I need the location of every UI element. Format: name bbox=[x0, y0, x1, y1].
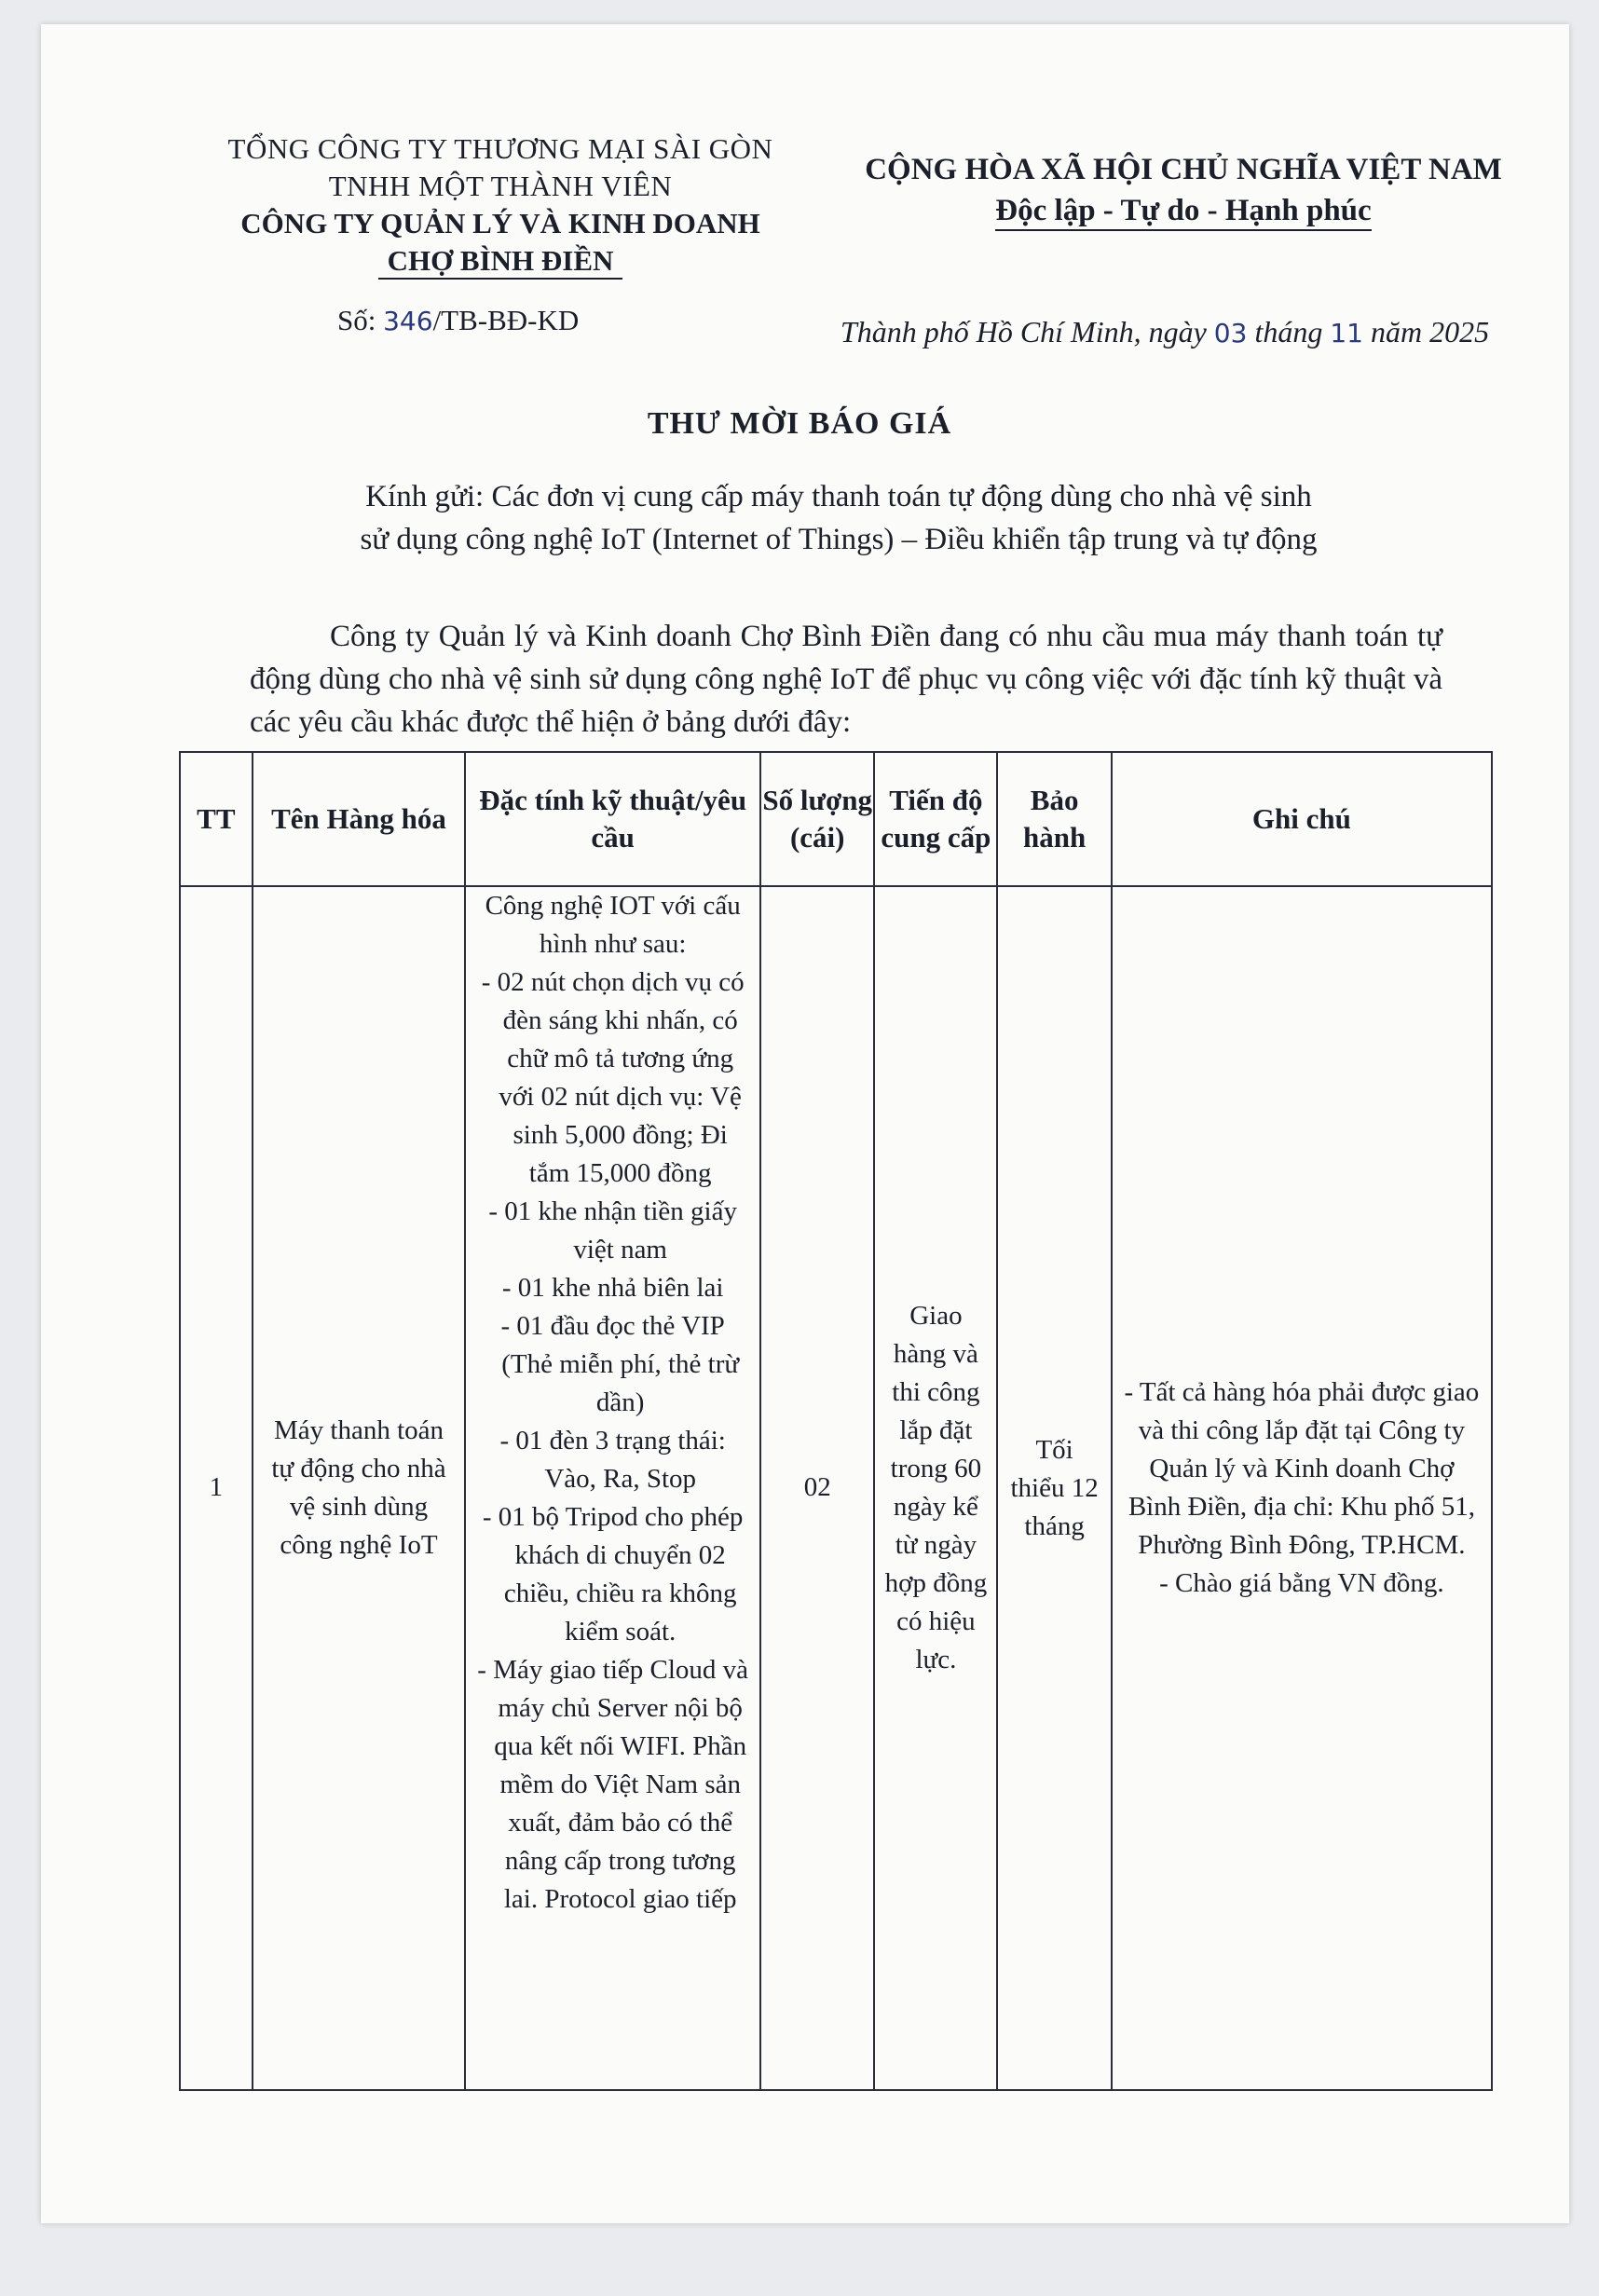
row-name: Máy thanh toán tự động cho nhà vệ sinh dùng công nghệ IoT bbox=[253, 886, 466, 2090]
parent-org-line1: TỔNG CÔNG TY THƯƠNG MẠI SÀI GÒN bbox=[227, 132, 773, 165]
spec-item: - 01 đầu đọc thẻ VIP (Thẻ miễn phí, thẻ trừ dần) bbox=[500, 1311, 740, 1417]
date-year: năm 2025 bbox=[1370, 315, 1490, 348]
national-motto: Độc lập - Tự do - Hạnh phúc bbox=[995, 192, 1371, 231]
greeting-line2: sử dụng công nghệ IoT (Internet of Things) – Điều khiển tập trung và tự động bbox=[360, 523, 1318, 556]
header-name: Tên Hàng hóa bbox=[253, 752, 466, 886]
greeting-line1: Kính gửi: Các đơn vị cung cấp máy thanh toán tự động dùng cho nhà vệ sinh bbox=[365, 480, 1312, 513]
company-name-line2: CHỢ BÌNH ĐIỀN bbox=[378, 244, 623, 280]
row-note bbox=[1112, 886, 1492, 2090]
national-header bbox=[820, 149, 1547, 231]
spec-item: - 01 khe nhả biên lai bbox=[501, 1273, 724, 1303]
document-number-suffix: /TB-BĐ-KD bbox=[432, 304, 580, 336]
date-line bbox=[792, 315, 1538, 349]
header-tt: TT bbox=[180, 752, 253, 886]
header-schedule: Tiến độ cung cấp bbox=[874, 752, 997, 886]
spec-item: - 01 bộ Tripod cho phép khách di chuyển 02 chiều, chiều ra không kiểm soát. bbox=[482, 1502, 744, 1647]
row-tt: 1 bbox=[180, 886, 253, 2090]
date-month: 11 bbox=[1330, 318, 1363, 348]
issuer-block bbox=[198, 130, 803, 280]
parent-org-line2: TNHH MỘT THÀNH VIÊN bbox=[328, 170, 673, 202]
document-number-label: Số: bbox=[337, 304, 376, 336]
nation-name: CỘNG HÒA XÃ HỘI CHỦ NGHĨA VIỆT NAM bbox=[865, 153, 1502, 186]
date-prefix: Thành phố Hồ Chí Minh, ngày bbox=[840, 315, 1207, 348]
spec-item: - 01 đèn 3 trạng thái: Vào, Ra, Stop bbox=[499, 1426, 726, 1494]
row-warranty: Tối thiểu 12 tháng bbox=[997, 886, 1111, 2090]
header-note: Ghi chú bbox=[1112, 752, 1492, 886]
spec-item: - 02 nút chọn dịch vụ có đèn sáng khi nhấn, có chữ mô tả tương ứng với 02 nút dịch vụ: Vệ sinh 5,000 đồng; Đi tắm 15,000 đồng bbox=[481, 967, 745, 1188]
date-month-label: tháng bbox=[1254, 315, 1323, 348]
spec-item: - 01 khe nhận tiền giấy việt nam bbox=[488, 1196, 737, 1264]
greeting bbox=[280, 475, 1398, 561]
intro-paragraph: Công ty Quản lý và Kinh doanh Chợ Bình Điền đang có nhu cầu mua máy thanh toán tự động dùng cho nhà vệ sinh sử dụng công nghệ IoT để phục vụ công việc với đặc tính kỹ thuật và các yêu cầu khác được thể hiện ở bảng dưới đây: bbox=[250, 620, 1442, 739]
note-item: - Chào giá bằng VN đồng. bbox=[1159, 1568, 1444, 1598]
row-schedule: Giao hàng và thi công lắp đặt trong 60 ngày kể từ ngày hợp đồng có hiệu lực. bbox=[874, 886, 997, 2090]
table-row bbox=[180, 886, 1492, 2090]
document-number bbox=[337, 304, 579, 337]
header-warranty: Bảo hành bbox=[997, 752, 1111, 886]
document-title: THƯ MỜI BÁO GIÁ bbox=[647, 406, 952, 441]
header-qty: Số lượng (cái) bbox=[760, 752, 874, 886]
row-spec bbox=[465, 886, 760, 2090]
requirements-table bbox=[179, 751, 1493, 2091]
spec-intro: Công nghệ IOT với cấu hình như sau: bbox=[485, 891, 741, 959]
row-qty: 02 bbox=[760, 886, 874, 2090]
date-day: 03 bbox=[1213, 318, 1248, 348]
spec-item: - Máy giao tiếp Cloud và máy chủ Server nội bộ qua kết nối WIFI. Phần mềm do Việt Nam sản xuất, đảm bảo có thể nâng cấp trong tương lai. Protocol giao tiếp bbox=[477, 1655, 749, 1914]
company-name-line1: CÔNG TY QUẢN LÝ VÀ KINH DOANH bbox=[240, 207, 760, 239]
header-spec: Đặc tính kỹ thuật/yêu cầu bbox=[465, 752, 760, 886]
table-header-row bbox=[180, 752, 1492, 886]
document-number-handwritten: 346 bbox=[383, 306, 433, 336]
note-item: - Tất cả hàng hóa phải được giao và thi công lắp đặt tại Công ty Quản lý và Kinh doanh Chợ Bình Điền, địa chỉ: Khu phố 51, Phường Bình Đông, TP.HCM. bbox=[1124, 1377, 1480, 1560]
